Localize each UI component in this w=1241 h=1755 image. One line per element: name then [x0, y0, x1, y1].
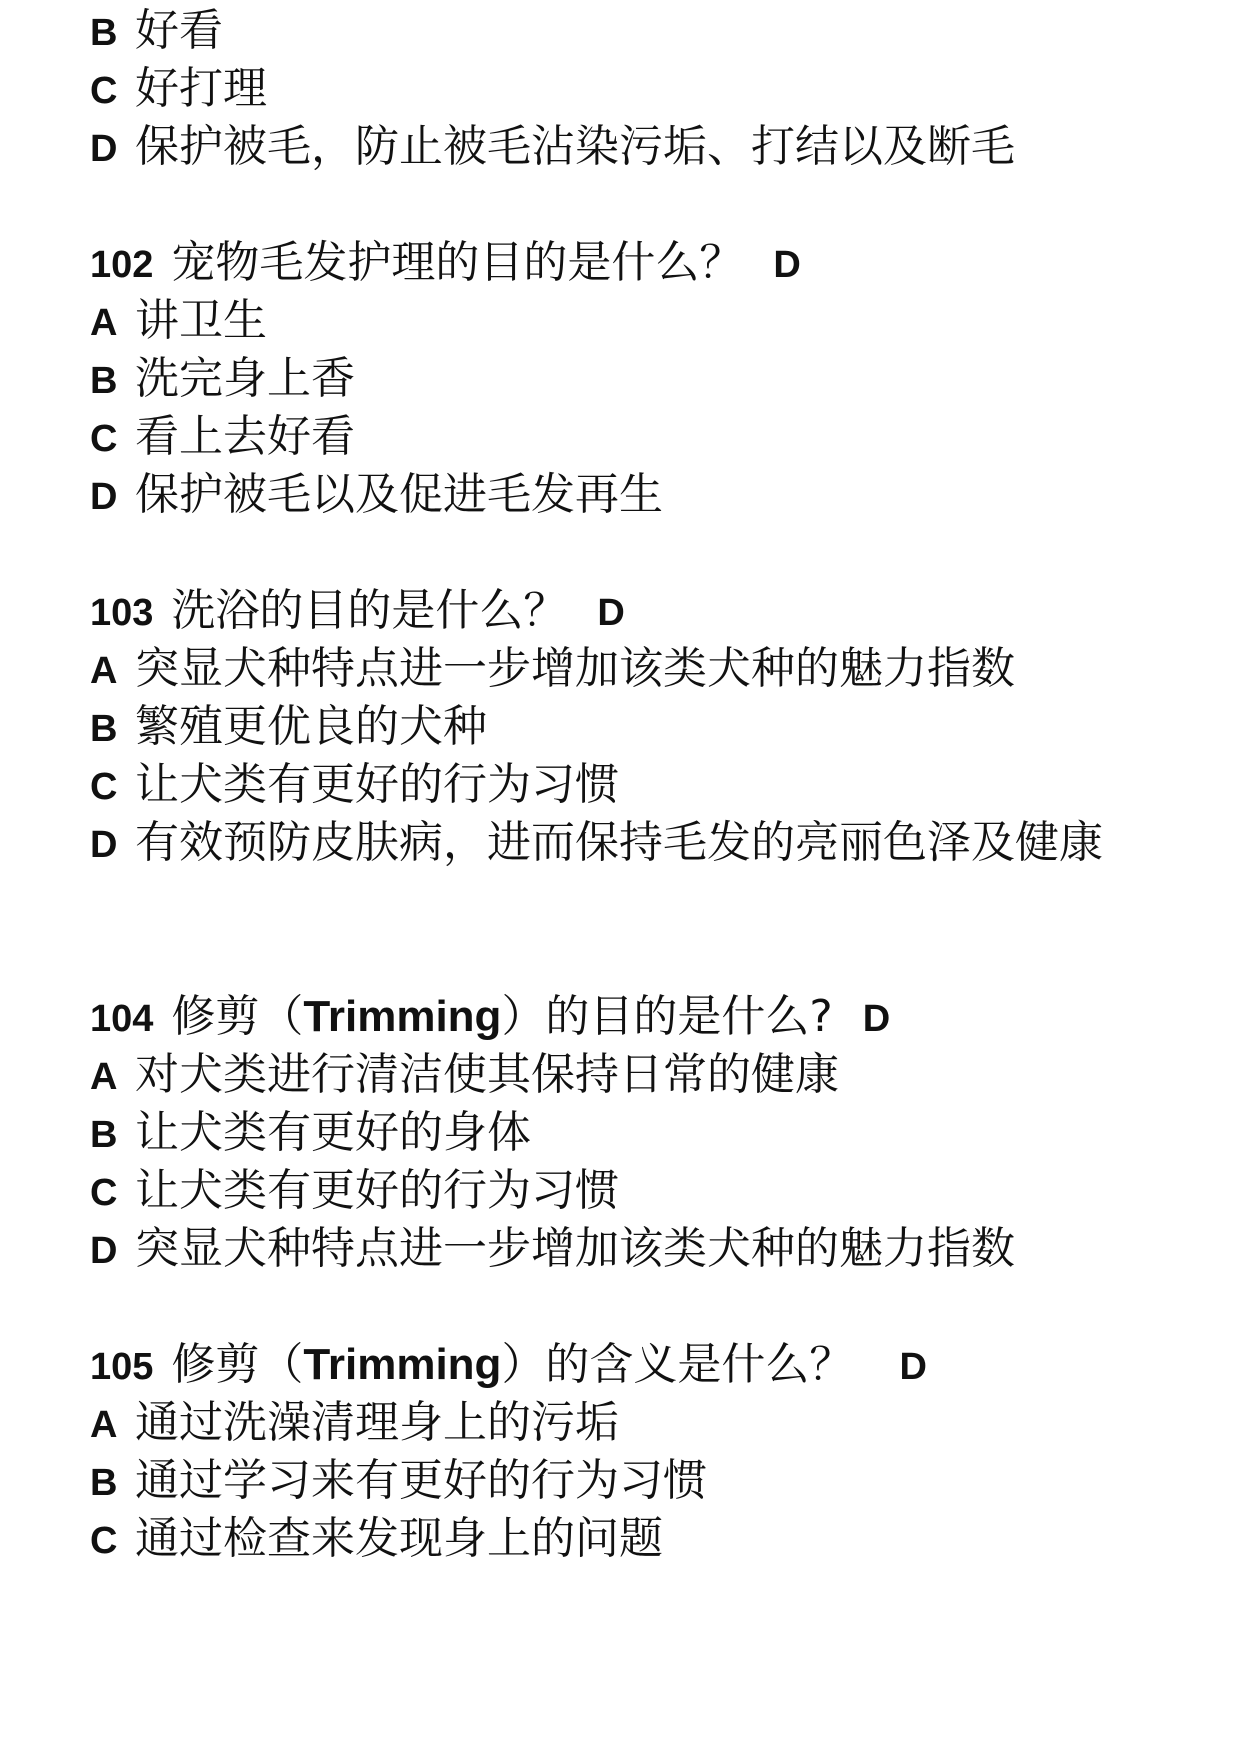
option-text: 好看: [135, 5, 223, 56]
question-text: 洗浴的目的是什么？: [171, 585, 568, 636]
option-text: 让犬类有更好的行为习惯: [135, 759, 619, 810]
option-line: [90, 1508, 663, 1570]
option-text: 通过学习来有更好的行为习惯: [135, 1455, 707, 1506]
question-text-latin: Trimming: [303, 1340, 502, 1389]
question-line: [90, 1334, 927, 1396]
option-text: 保护被毛，防止被毛沾染污垢、打结以及断毛: [135, 121, 1015, 172]
option-text: 通过检查来发现身上的问题: [135, 1513, 663, 1564]
option-text: 突显犬种特点进一步增加该类犬种的魅力指数: [135, 1223, 1015, 1274]
question-line: [90, 580, 625, 642]
option-letter: C: [90, 766, 118, 808]
option-line: [90, 754, 619, 816]
option-letter: C: [90, 70, 118, 112]
option-line: [90, 0, 223, 62]
option-line: [90, 116, 1015, 178]
question-text-post: ）的含义是什么？: [501, 1339, 854, 1390]
option-letter: D: [90, 128, 118, 170]
option-line: [90, 290, 267, 352]
question-number: 102: [90, 244, 154, 286]
answer-key: D: [597, 592, 625, 634]
question-text: [171, 1339, 853, 1390]
question-line: [90, 986, 890, 1048]
option-text: 洗完身上香: [135, 353, 355, 404]
question-number: 105: [90, 1346, 154, 1388]
option-line: [90, 1160, 619, 1222]
question-line: [90, 232, 801, 294]
option-letter: D: [90, 476, 118, 518]
option-letter: A: [90, 650, 118, 692]
option-text: 对犬类进行清洁使其保持日常的健康: [135, 1049, 839, 1100]
option-letter: C: [90, 418, 118, 460]
option-text: 好打理: [135, 63, 267, 114]
option-line: [90, 348, 355, 410]
option-line: [90, 464, 663, 526]
option-line: [90, 1218, 1015, 1280]
option-letter: B: [90, 360, 118, 402]
option-line: [90, 696, 487, 758]
option-letter: A: [90, 1056, 118, 1098]
option-letter: D: [90, 824, 118, 866]
answer-key: D: [899, 1346, 927, 1388]
option-line: [90, 1102, 531, 1164]
option-letter: A: [90, 302, 118, 344]
option-line: [90, 1392, 619, 1454]
question-number: 104: [90, 998, 154, 1040]
option-text: 通过洗澡清理身上的污垢: [135, 1397, 619, 1448]
option-letter: B: [90, 1462, 118, 1504]
answer-key: D: [773, 244, 801, 286]
option-line: [90, 638, 1015, 700]
option-letter: D: [90, 1230, 118, 1272]
question-text-latin: Trimming: [303, 992, 502, 1041]
question-number: 103: [90, 592, 154, 634]
option-text: 繁殖更优良的犬种: [135, 701, 487, 752]
option-letter: B: [90, 12, 118, 54]
option-letter: A: [90, 1404, 118, 1446]
option-letter: B: [90, 708, 118, 750]
option-text: 让犬类有更好的行为习惯: [135, 1165, 619, 1216]
option-line: [90, 812, 1103, 874]
question-text: [171, 991, 832, 1042]
option-text: 突显犬种特点进一步增加该类犬种的魅力指数: [135, 643, 1015, 694]
answer-key: D: [862, 998, 891, 1040]
question-text-post: ）的目的是什么?: [501, 991, 833, 1042]
option-line: [90, 58, 267, 120]
option-text: 讲卫生: [135, 295, 267, 346]
option-letter: B: [90, 1114, 118, 1156]
option-letter: C: [90, 1520, 118, 1562]
question-text-pre: 修剪（: [171, 991, 304, 1042]
question-text-pre: 修剪（: [171, 1339, 304, 1390]
option-line: [90, 1450, 707, 1512]
option-letter: C: [90, 1172, 118, 1214]
option-text: 看上去好看: [135, 411, 355, 462]
option-text: 让犬类有更好的身体: [135, 1107, 531, 1158]
option-line: [90, 1044, 839, 1106]
option-line: [90, 406, 355, 468]
option-text: 保护被毛以及促进毛发再生: [135, 469, 663, 520]
question-text: 宠物毛发护理的目的是什么？: [171, 237, 744, 288]
option-text: 有效预防皮肤病，进而保持毛发的亮丽色泽及健康: [135, 817, 1103, 868]
